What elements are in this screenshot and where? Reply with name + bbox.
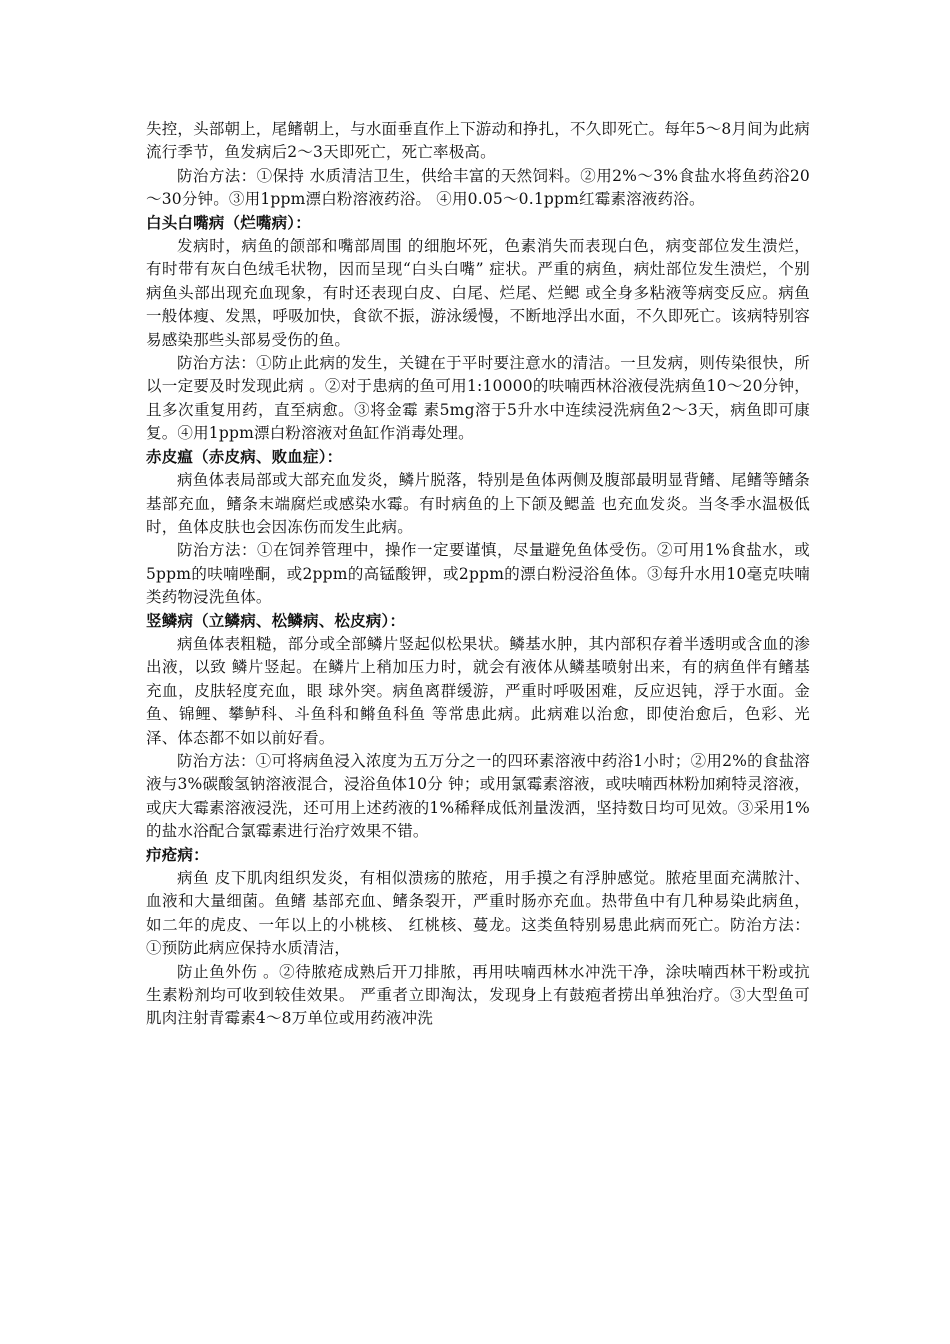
section-heading: 竖鳞病（立鳞病、松鳞病、松皮病）： <box>146 611 406 630</box>
section-paragraph: 防止鱼外伤 。②待脓疮成熟后开刀排脓，再用呋喃西林水冲洗干净，涂呋喃西林干粉或抗生素粉剂均可收到较佳效果。 严重者立即淘汰，发现身上有鼓疱者捞出单独治疗。③大型鱼可肌肉注射青霉素4～8万单位或用药液冲洗 <box>146 962 810 1028</box>
intro-treatment-paragraph: 防治方法：①保持 水质清洁卫生，供给丰富的天然饲料。②用2%～3%食盐水将鱼药浴20～30分钟。③用1ppm漂白粉溶液药浴。 ④用0.05～0.1ppm红霉素溶液药浴。 <box>146 166 810 209</box>
section-paragraph: 病鱼体表粗糙，部分或全部鳞片竖起似松果状。鳞基水肿，其内部积存着半透明或含血的渗出液，以致 鳞片竖起。在鳞片上稍加压力时，就会有液体从鳞基喷射出来，有的病鱼伴有鳍基充血，皮肤轻度充血，眼 球外突。病鱼离群缓游，严重时呼吸困难，反应迟钝，浮于水面。金鱼、锦鲤、攀鲈科、斗鱼科和鳉鱼科鱼 等常患此病。此病难以治愈，即使治愈后，色彩、光泽、体态都不如以前好看。 <box>146 634 810 747</box>
section-paragraph: 病鱼体表局部或大部充血发炎，鳞片脱落，特别是鱼体两侧及腹部最明显背鳍、尾鳍等鳍条基部充血，鳍条末端腐烂或感染水霉。有时病鱼的上下颌及鳃盖 也充血发炎。当冬季水温极低时，鱼体皮肤也会因冻伤而发生此病。 <box>146 471 810 536</box>
section-heading: 疖疮病： <box>146 845 209 864</box>
section-paragraph: 病鱼 皮下肌肉组织发炎，有相似溃疡的脓疮，用手摸之有浮肿感觉。脓疮里面充满脓汁、血液和大量细菌。鱼鳍 基部充血、鳍条裂开，严重时肠亦充血。热带鱼中有几种易染此病鱼，如二年的虎皮、一年以上的小桃核、 红桃核、蔓龙。这类鱼特别易患此病而死亡。防治方法：①预防此病应保持水质清洁， <box>146 869 810 958</box>
section-paragraph: 防治方法：①在饲养管理中，操作一定要谨慎，尽量避免鱼体受伤。②可用1%食盐水，或5ppm的呋喃唑酮，或2ppm的高锰酸钾，或2ppm的漂白粉浸浴鱼体。③每升水用10毫克呋喃类药物浸洗鱼体。 <box>146 541 810 607</box>
section-white-head-mouth <box>146 212 810 446</box>
section-raised-scales <box>146 610 810 844</box>
section-paragraph: 发病时，病鱼的颌部和嘴部周围 的细胞坏死，色素消失而表现白色，病变部位发生溃烂，有时带有灰白色绒毛状物，因而呈现“白头白嘴” 症状。严重的病鱼，病灶部位发生溃烂，个别病鱼头部出现充血现象，有时还表现白皮、白尾、烂尾、烂鳃 或全身多粘液等病变反应。病鱼一般体瘦、发黑，呼吸加快，食欲不振，游泳缓慢，不断地浮出水面，不久即死亡。该病特别容易感染那些头部易受伤的鱼。 <box>146 237 810 349</box>
document-page <box>146 118 810 1031</box>
section-heading: 白头白嘴病（烂嘴病）： <box>146 213 311 232</box>
section-paragraph: 防治方法：①可将病鱼浸入浓度为五万分之一的四环素溶液中药浴1小时；②用2%的食盐溶液与3%碳酸氢钠溶液混合，浸浴鱼体10分 钟；或用氯霉素溶液，或呋喃西林粉加痢特灵溶液，或庆大霉素溶液浸洗，还可用上述药液的1%稀释成低剂量泼洒，坚持数日均可见效。③采用1%的盐水浴配合氯霉素进行治疗效果不错。 <box>146 751 810 841</box>
section-furuncle <box>146 844 810 1031</box>
section-paragraph: 防治方法：①防止此病的发生，关键在于平时要注意水的清洁。一旦发病，则传染很快，所以一定要及时发现此病 。②对于患病的鱼可用1:10000的呋喃西林浴液侵洗病鱼10～20分钟，且多次重复用药，直至病愈。③将金霉 素5mg溶于5升水中连续浸洗病鱼2～3天，病鱼即可康复。④用1ppm漂白粉溶液对鱼缸作消毒处理。 <box>146 354 810 443</box>
section-heading: 赤皮瘟（赤皮病、败血症）： <box>146 447 343 466</box>
intro-continuation-paragraph: 失控，头部朝上，尾鳍朝上，与水面垂直作上下游动和挣扎，不久即死亡。每年5～8月间为此病流行季节，鱼发病后2～3天即死亡，死亡率极高。 <box>146 120 810 162</box>
section-red-skin <box>146 446 810 610</box>
